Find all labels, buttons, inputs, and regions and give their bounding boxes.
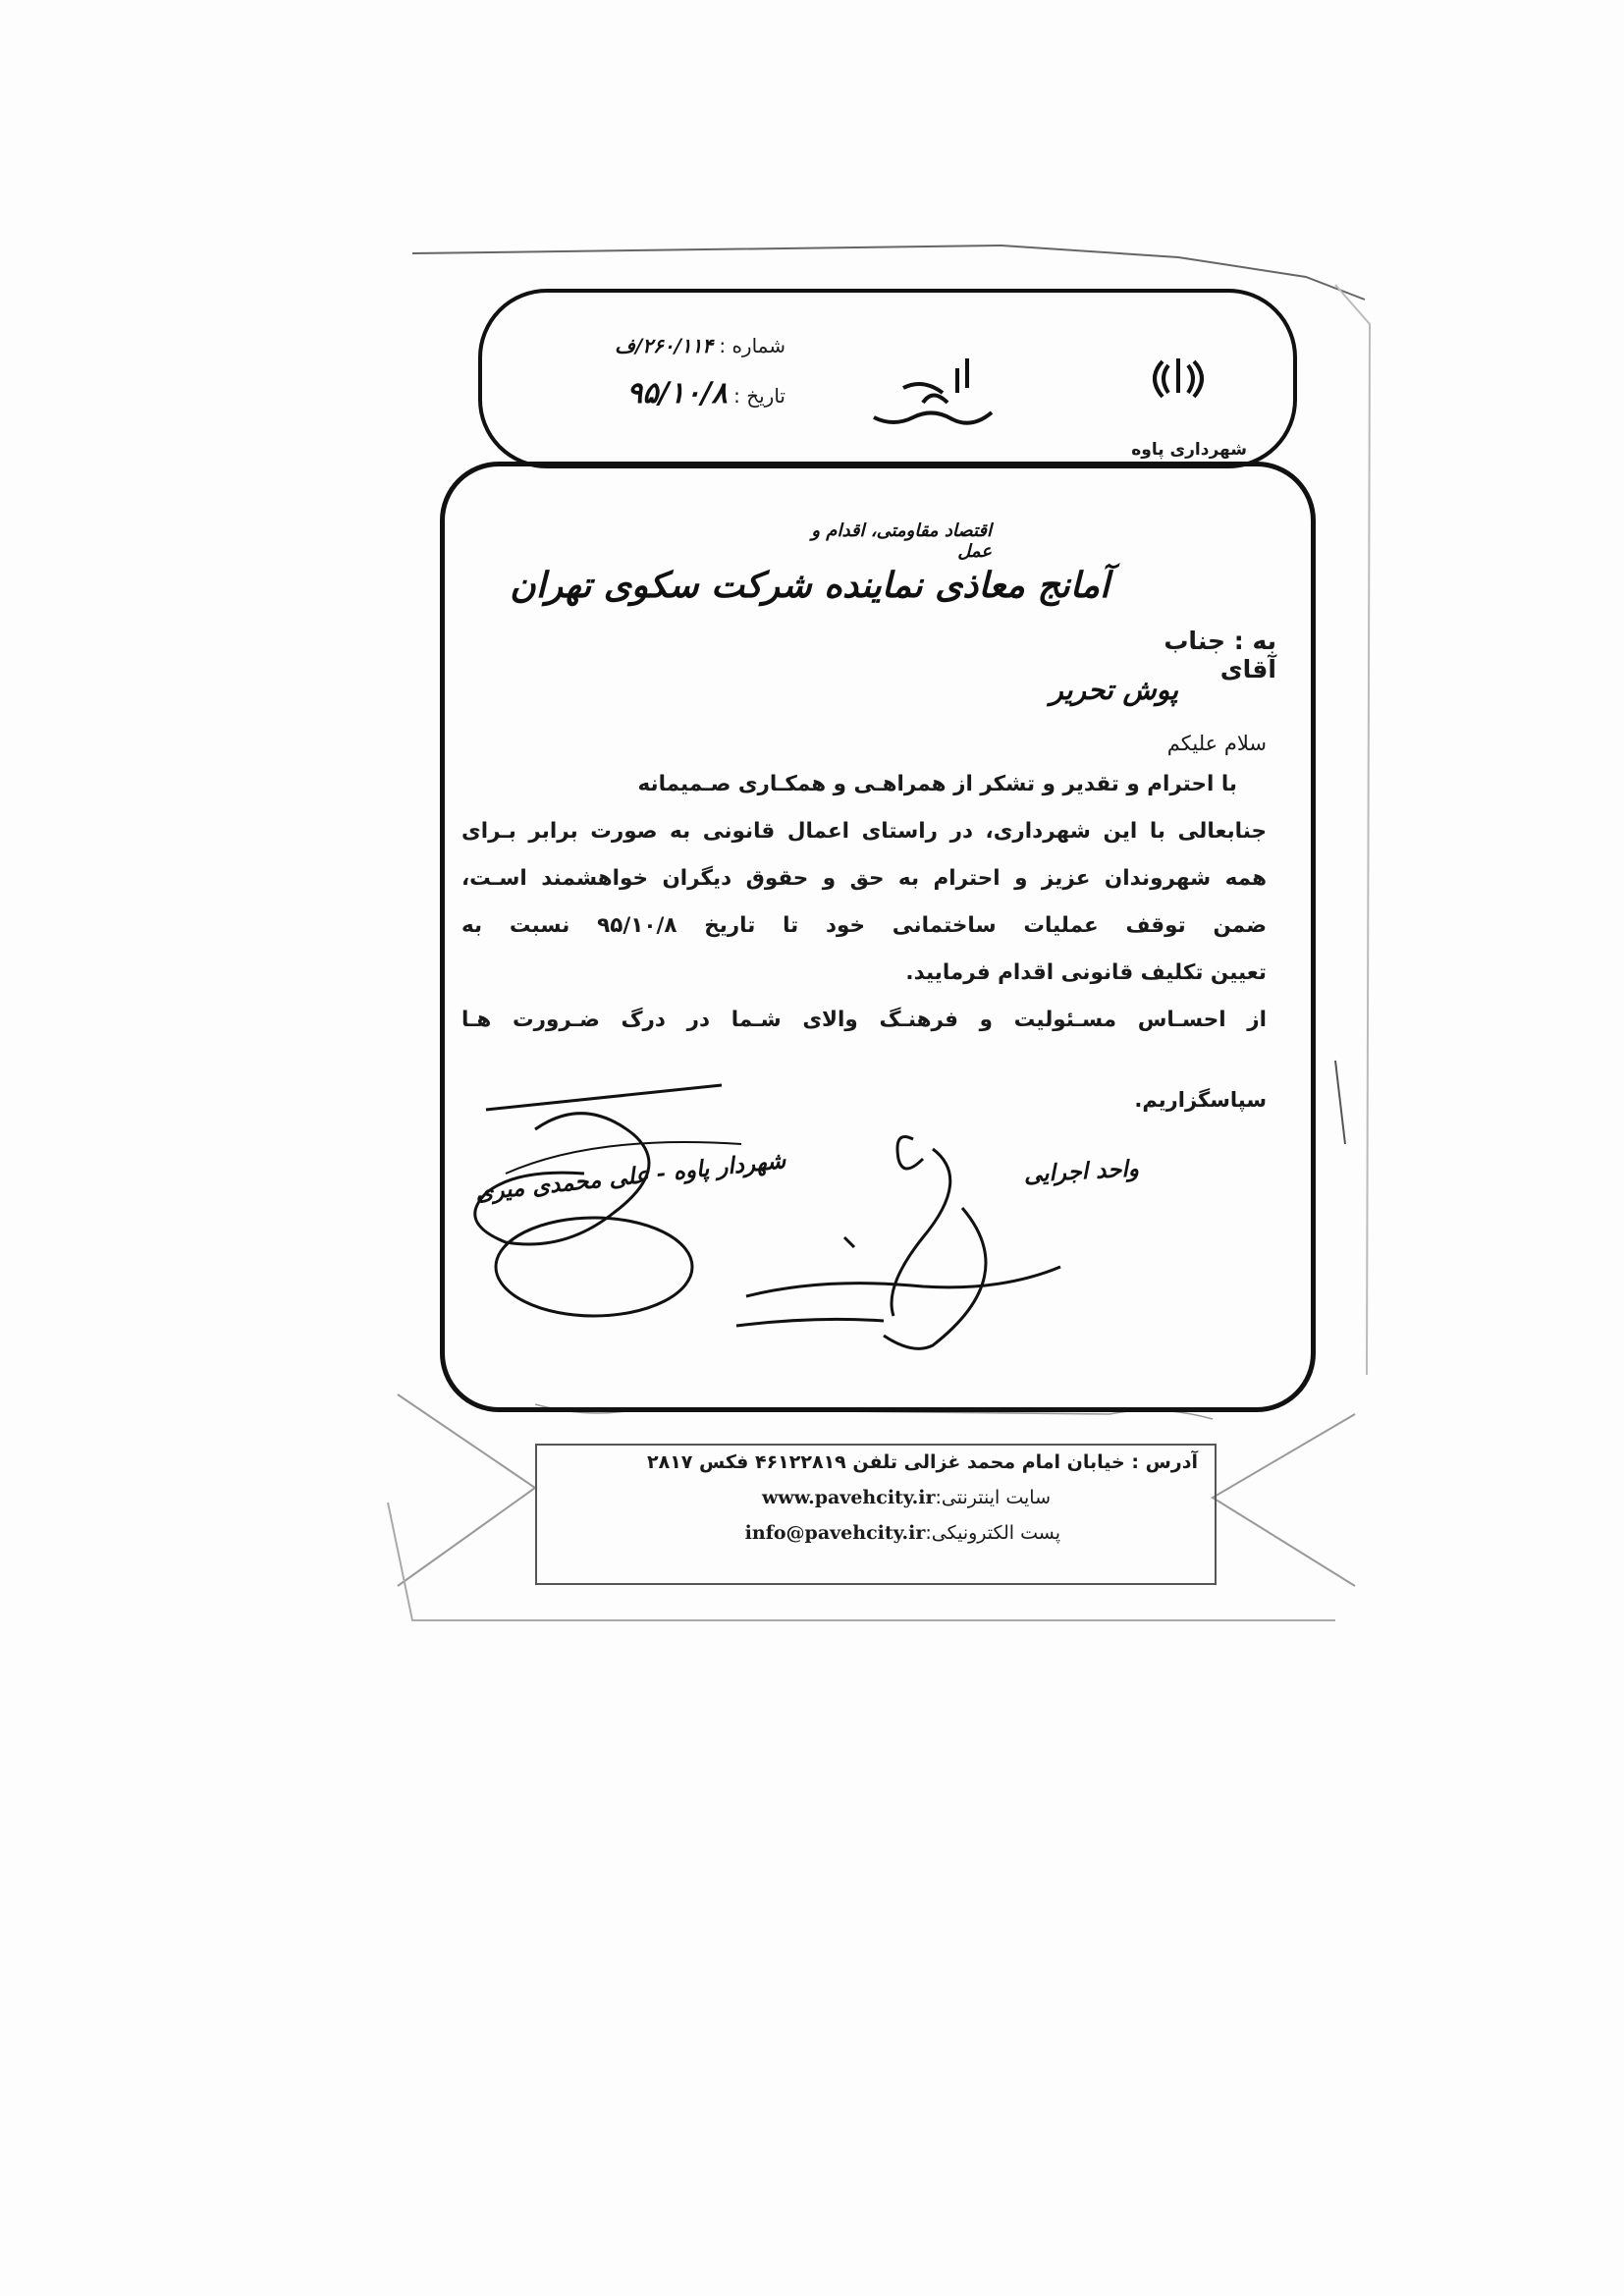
website-url[interactable]: www.pavehcity.ir	[761, 1487, 936, 1508]
email-label: پست الکترونیکی:	[925, 1522, 1060, 1544]
recipient-role-handwritten: پوش تحریر	[1050, 674, 1178, 706]
mayor-signature-label: شهردار پاوه - علی محمدی میری	[473, 1147, 787, 1207]
body-line: جنابعالی با این شهرداری، در راستای اعمال قانونی به صورت برابر بـرای	[461, 819, 1267, 844]
executive-unit-label: واحد اجرایی	[1023, 1155, 1140, 1188]
number-value: ۲۶۰/۱۱۴/ف	[615, 334, 713, 357]
number-label: شماره :	[719, 334, 785, 357]
recipient-name-handwritten: آمانج معاذی نماینده شرکت سکوی تهران	[510, 565, 1110, 606]
body-line: از احسـاس مسـئولیت و فرهنـگ والای شـما در درگ ضـرورت هـا	[461, 1008, 1267, 1032]
letter-body	[461, 761, 1267, 1044]
greeting: سلام علیکم	[1166, 732, 1267, 755]
website-label: سایت اینترنتی:	[935, 1487, 1051, 1508]
iran-emblem-icon	[1139, 354, 1218, 412]
footer-email	[589, 1522, 1060, 1544]
salutation: به : جناب آقای	[1164, 627, 1276, 683]
email-address[interactable]: info@pavehcity.ir	[744, 1522, 926, 1544]
motto-line: اقتصاد مقاومتی، اقدام و عمل	[811, 520, 992, 562]
body-line: تعیین تکلیف قانونی اقدام فرمایید.	[905, 960, 1267, 985]
letter-number	[550, 334, 785, 357]
closing-line: سپاسگزاریم.	[1134, 1088, 1267, 1112]
date-label: تاریخ :	[733, 384, 785, 408]
body-line: همه شهروندان عزیز و احترام به حق و حقوق دیگران خواهشمند اسـت،	[461, 866, 1267, 891]
letter-date	[550, 376, 785, 410]
date-value: ۹۵/۱۰/۸	[626, 376, 728, 410]
footer-website	[589, 1487, 1051, 1508]
body-line: با احترام و تقدیر و تشکر از همراهـی و همکـاری صـمیمانه	[637, 772, 1237, 796]
footer-address: آدرس : خیابان امام محمد غزالی تلفن ۴۶۱۲۲۸۱۹ فکس ۲۸۱۷	[647, 1451, 1198, 1473]
organization-name: شهرداری پاوه	[1131, 440, 1247, 460]
body-line: ضمن توقف عملیات ساختمانی خود تا تاریخ ۹۵/۱۰/۸ نسبت به	[461, 913, 1267, 938]
basmala-calligraphy	[864, 349, 1001, 447]
